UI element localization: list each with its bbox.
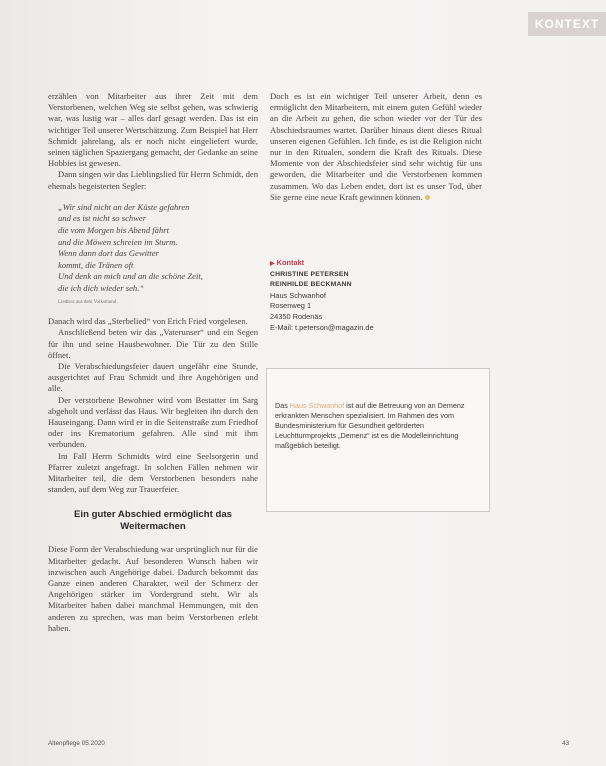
right-paragraph <box>270 91 482 203</box>
lyric-line: die ich dich wieder seh.“ <box>58 282 145 293</box>
contact-name: REINHILDE BECKMANN <box>270 281 352 289</box>
left-paragraph: Die Verabschiedungsfeier dauert ungefähr eine Stunde, ausgerichtet auf Frau Schmidt und ihre Angehörigen und alle. <box>48 360 258 394</box>
left-paragraph: Der verstorbene Bewohner wird vom Bestatter im Sarg abgeholt und verlässt das Haus. Wir begleiten ihn durch den Hauseingang. Dann wird er in die Seitenstraße zum Friedhof oder ins Krematorium gefahren. Alle sind mit ihm verbunden. <box>48 394 258 450</box>
left-paragraph: Anschließend beten wir das „Vaterunser“ und ein Segen für ihn und seine Hausbewohner. Die Tür zu den Stille öffnet. <box>48 327 258 360</box>
info-box <box>266 368 490 512</box>
lyric-line: und es ist nicht so schwer <box>58 213 147 224</box>
lyric-line: kommt, die Tränen oft <box>58 259 134 270</box>
contact-email[interactable]: E-Mail: t.peterson@magazin.de <box>270 322 374 332</box>
left-paragraph: Danach wird das „Sterbelied“ von Erich Fried vorgelesen. <box>48 316 248 327</box>
song-lyrics <box>58 202 258 308</box>
right-column <box>270 91 482 203</box>
info-box-highlight: Haus Schwanhof <box>289 401 345 410</box>
triangle-icon: ▶ <box>270 261 275 267</box>
lyric-line: „Wir sind nicht an der Küste gefahren <box>58 201 190 212</box>
lyrics-source: Liedtext aus dem Volksmund <box>58 299 117 305</box>
left-column <box>48 91 258 634</box>
contact-line: Haus Schwanhof <box>270 290 326 300</box>
contact-block <box>270 258 420 333</box>
lyric-line: Und denk an mich und an die schöne Zeit, <box>58 271 203 282</box>
right-paragraph-text: Doch es ist ein wichtiger Teil unserer Arbeit, denn es ermöglicht den Mitarbeitern, mit einem guten Gefühl wieder an die Arbeit zu gehen, die schon wieder vor der Tür des Abschiedsraumes wartet. Darüber hinaus dient dieses Ritual unseren eigenen Gefühlen. Ich finde, es ist die Religion nicht nur in den Ritualen, sondern die Kraft des Rituals. Diese Momente von der Abschiedsfeier sind sehr wichtig für uns geworden, die Mitarbeiter und die Verstorbenen kommen zusammen. Wo das Leben endet, dort ist es unser Tod, über Sie gerne eine neue Kraft gewinnen können. <box>270 91 482 202</box>
section-heading: Ein guter Abschied ermöglicht das Weitermachen <box>74 509 232 532</box>
lyric-line: und die Möwen schreien im Sturm. <box>58 236 178 247</box>
left-paragraph: Im Fall Herrn Schmidts wird eine Seelsorgerin und Pfarrer zuletzt angefragt. In solchen Fällen nehmen wir Mitarbeiter teil, die dem Verstorbenen besonders nahe standen, auf dem Weg zur Trauerfeier. <box>48 450 258 495</box>
left-paragraph: Diese Form der Verabschiedung war ursprünglich nur für die Mitarbeiter gedacht. Auf besonderen Wunsch haben wir inzwischen auch Angehörige dabei. Dadurch bekommt das Ganze einen anderen Charakter, weil der Schmerz der Angehörigen stärker im Vordergrund steht. Wir als Mitarbeiter haben dabei manchmal Hemmungen, mit den anderen zu sprechen, was man beim Verstorbenen erlebt haben. <box>48 544 258 633</box>
footer-publication: Altenpflege 05.2020 <box>48 740 105 747</box>
contact-heading: ▶ Kontakt <box>270 258 305 267</box>
left-paragraph: erzählen von Mitarbeiter aus ihrer Zeit mit dem Verstorbenen, welchen Weg sie selbst gehen, was schwierig war, was lustig war – alles darf gesagt werden. Das ist ein wichtiger Teil unserer Wertschätzung. Zum Beispiel hat Herr Schmidt jahrelang, als er noch nicht eingeliefert wurde, seinen täglichen Spaziergang gemacht, der Gedanke an seine Hobbies ist gewesen. <box>48 91 258 169</box>
contact-name: CHRISTINE PETERSEN <box>270 270 349 278</box>
lyric-line: die vom Morgen bis Abend fährt <box>58 225 169 236</box>
lyric-line: Wenn dann dort das Gewitter <box>58 248 159 259</box>
article-end-icon <box>425 195 430 200</box>
page-number: 43 <box>562 740 570 747</box>
contact-line: 24350 Rodenäs <box>270 311 323 321</box>
left-paragraph: Dann singen wir das Lieblingslied für Herrn Schmidt, den ehemals begeisterten Segler: <box>48 169 258 191</box>
section-tab: KONTEXT <box>528 12 606 36</box>
contact-line: Rosenweg 1 <box>270 301 312 311</box>
info-box-text: Das Haus Schwanhof ist auf die Betreuung von an Demenz erkrankten Menschen spezialisiert. Im Rahmen des vom Bundesministerium für Gesundheit geförderten Leuchtturmprojekts „Demenz“ ist es die Modelleinrichtung maßgeblich beteiligt. <box>275 401 465 450</box>
